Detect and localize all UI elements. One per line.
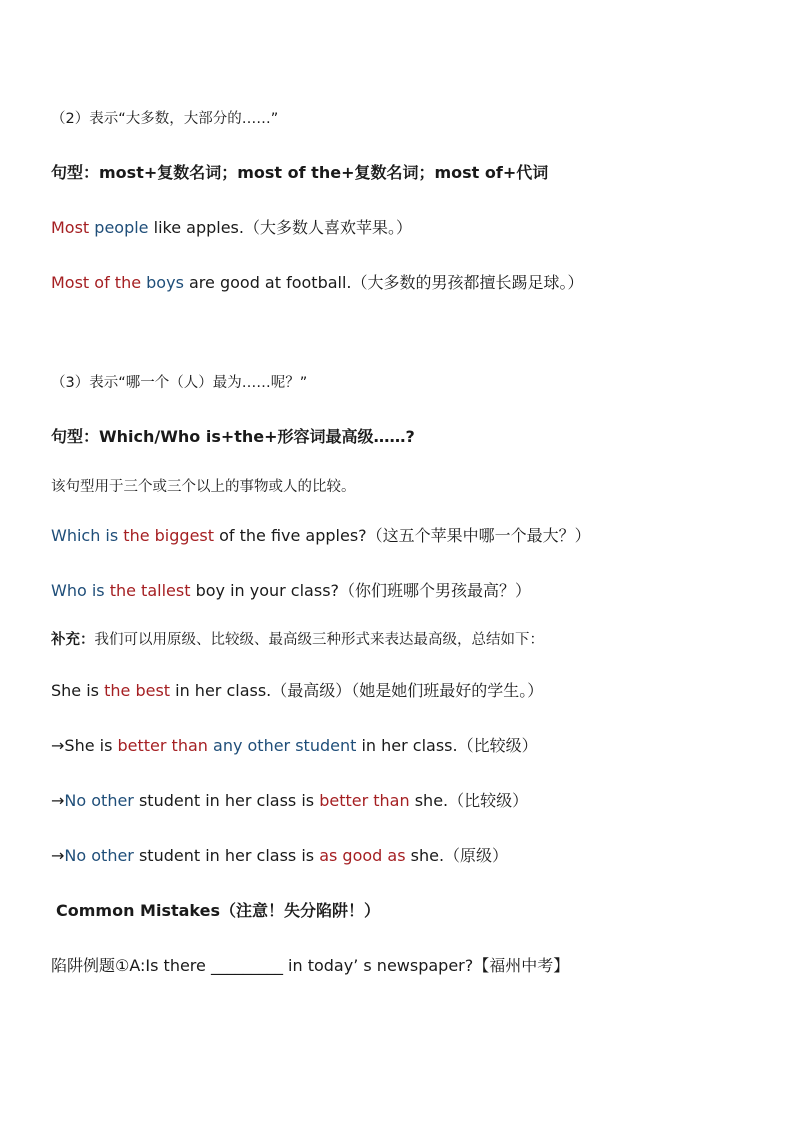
section-3-heading: （3）表示“哪一个（人）最为……呢？” bbox=[51, 375, 308, 391]
trap-example: 陷阱例题①A:Is there _________ in today’ s newspaper?【福州中考】 bbox=[51, 956, 570, 975]
example-better-than-any bbox=[51, 735, 764, 757]
example-no-other-better bbox=[51, 790, 764, 812]
section-3-pattern: 句型：Which/Who is+the+形容词最高级……? bbox=[51, 427, 415, 446]
example-the-best bbox=[51, 680, 764, 702]
arrow-icon: → bbox=[51, 736, 65, 755]
arrow-icon: → bbox=[51, 791, 65, 810]
example-part: She is bbox=[51, 681, 105, 700]
keyword-no-other: No other bbox=[64, 791, 134, 810]
example-no-other-as-good bbox=[51, 845, 764, 867]
keyword-most-of-the: Most of the bbox=[51, 273, 142, 292]
keyword-who-is: Who is bbox=[51, 581, 105, 600]
example-part: she.（比较级） bbox=[409, 791, 529, 810]
example-rest: like apples.（大多数人喜欢苹果。） bbox=[148, 218, 412, 237]
example-part: student in her class is bbox=[133, 846, 320, 865]
keyword-no-other: No other bbox=[64, 846, 134, 865]
example-part: She is bbox=[64, 736, 118, 755]
keyword-the-tallest: the tallest bbox=[104, 581, 191, 600]
section-3-note: 该句型用于三个或三个以上的事物或人的比较。 bbox=[51, 479, 356, 495]
example-most-people bbox=[51, 217, 764, 239]
arrow-icon: → bbox=[51, 846, 65, 865]
example-part: she.（原级） bbox=[405, 846, 509, 865]
example-who-is-tallest bbox=[51, 580, 764, 602]
keyword-any-other-student: any other student bbox=[207, 736, 357, 755]
section-2-pattern: 句型：most+复数名词；most of the+复数名词；most of+代词 bbox=[51, 163, 549, 182]
keyword-which-is: Which is bbox=[51, 526, 119, 545]
example-which-is-biggest bbox=[51, 525, 764, 547]
section-2-heading: （2）表示“大多数，大部分的……” bbox=[51, 111, 279, 127]
supplement-label: 补充： bbox=[51, 632, 95, 648]
example-part: in her class.（比较级） bbox=[356, 736, 538, 755]
keyword-better-than: better than bbox=[117, 736, 208, 755]
example-rest: of the five apples?（这五个苹果中哪一个最大？） bbox=[214, 526, 591, 545]
keyword-people: people bbox=[89, 218, 149, 237]
keyword-boys: boys bbox=[141, 273, 184, 292]
example-part: student in her class is bbox=[133, 791, 320, 810]
keyword-as-good-as: as good as bbox=[319, 846, 406, 865]
supplement-text: 我们可以用原级、比较级、最高级三种形式来表达最高级，总结如下： bbox=[94, 632, 544, 648]
keyword-most: Most bbox=[51, 218, 90, 237]
supplement-line bbox=[51, 629, 764, 651]
common-mistakes-title: Common Mistakes（注意！失分陷阱！） bbox=[56, 901, 380, 920]
keyword-the-best: the best bbox=[104, 681, 171, 700]
example-rest: are good at football.（大多数的男孩都擅长踢足球。） bbox=[183, 273, 584, 292]
example-most-of-the-boys bbox=[51, 272, 764, 294]
example-rest: boy in your class?（你们班哪个男孩最高？） bbox=[190, 581, 532, 600]
keyword-better-than: better than bbox=[319, 791, 410, 810]
keyword-the-biggest: the biggest bbox=[118, 526, 215, 545]
example-part: in her class.（最高级）（她是她们班最好的学生。） bbox=[170, 681, 544, 700]
